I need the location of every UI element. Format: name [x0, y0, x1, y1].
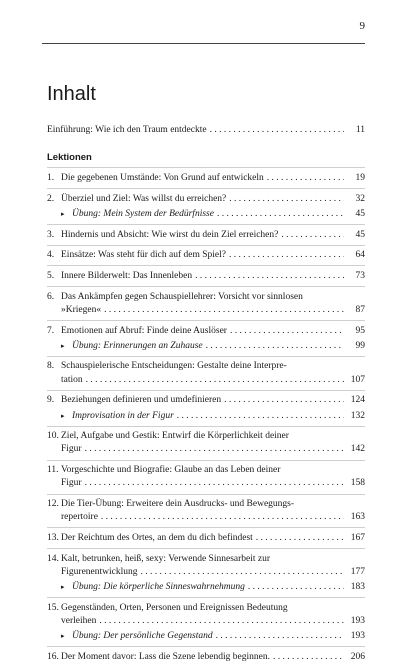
- lesson-line: [61, 229, 365, 242]
- leader-dots: [104, 304, 344, 317]
- lesson-line: [61, 443, 365, 456]
- lesson-row: [47, 602, 365, 644]
- lesson-number: 7.: [47, 325, 55, 336]
- lesson-row: [47, 270, 365, 283]
- subentry-page-number: 132: [350, 410, 365, 421]
- lesson-row: [47, 651, 365, 664]
- lesson-row: [47, 430, 365, 456]
- bullet-arrow-icon: ▸: [61, 209, 65, 218]
- lesson-row: [47, 249, 365, 262]
- subentry-text: Übung: Die körperliche Sinneswahrnehmung: [72, 582, 245, 593]
- lesson-number: 1.: [47, 172, 55, 183]
- lesson-line: [61, 291, 365, 304]
- toc-lesson-16[interactable]: [47, 646, 365, 667]
- lesson-row: [47, 360, 365, 386]
- toc-lesson-10[interactable]: [47, 426, 365, 460]
- lesson-row: [47, 325, 365, 353]
- lesson-number: 4.: [47, 250, 55, 261]
- lesson-title-text: Figur: [61, 444, 82, 455]
- lesson-line: [61, 602, 365, 615]
- leader-dots: [85, 477, 344, 490]
- lesson-title-text: Emotionen auf Abruf: Finde deine Auslöser: [61, 325, 227, 336]
- lesson-row: [47, 394, 365, 422]
- lesson-page-number: 64: [355, 250, 365, 261]
- toc-lesson-7[interactable]: [47, 320, 365, 356]
- leader-dots: [217, 208, 344, 221]
- lesson-number: 13.: [47, 532, 59, 543]
- toc-subentry-exercise[interactable]: [61, 208, 365, 221]
- toc-lesson-2[interactable]: [47, 188, 365, 224]
- table-of-contents: [47, 124, 365, 667]
- lesson-row: [47, 464, 365, 490]
- lesson-line: [61, 566, 365, 579]
- subentry-text: Übung: Erinnerungen an Zuhause: [72, 340, 203, 351]
- lesson-content: [61, 532, 365, 545]
- lesson-row: [47, 532, 365, 545]
- lesson-title-text: repertoire: [61, 512, 98, 523]
- lesson-number: 10.: [47, 431, 59, 442]
- lesson-title-text: Ziel, Aufgabe und Gestik: Entwirf die Körperlichkeit deiner: [61, 431, 289, 442]
- lesson-line: [61, 615, 365, 628]
- toc-lesson-6[interactable]: [47, 286, 365, 320]
- leader-dots: [206, 340, 344, 353]
- leader-dots: [101, 511, 344, 524]
- subentry-text: Übung: Mein System der Bedürfnisse: [72, 208, 214, 219]
- lesson-content: [61, 464, 365, 490]
- lesson-number: 8.: [47, 361, 55, 372]
- lesson-line: [61, 325, 365, 338]
- lesson-number: 15.: [47, 602, 59, 613]
- lesson-page-number: 73: [355, 270, 365, 281]
- lesson-line: [61, 430, 365, 443]
- lesson-line: [61, 304, 365, 317]
- lesson-title-text: Der Moment davor: Lass die Szene lebendig beginnen.: [61, 651, 270, 662]
- lesson-title-text: verleihen: [61, 615, 97, 626]
- leader-dots: [99, 615, 344, 628]
- leader-dots: [229, 249, 344, 262]
- lesson-content: [61, 602, 365, 644]
- toc-lesson-1[interactable]: [47, 167, 365, 188]
- bullet-arrow-icon: ▸: [61, 632, 65, 641]
- lesson-content: [61, 193, 365, 221]
- lesson-title-text: Der Reichtum des Ortes, an dem du dich befindest: [61, 532, 253, 543]
- leader-dots: [85, 443, 344, 456]
- lesson-title-text: Die Tier-Übung: Erweitere dein Ausdrucks- und Bewegungs-: [61, 499, 295, 510]
- page-number: 9: [359, 20, 365, 32]
- lesson-row: [47, 291, 365, 317]
- lesson-line: [61, 511, 365, 524]
- lesson-title-text: Die gegebenen Umstände: Von Grund auf entwickeln: [61, 172, 264, 183]
- lesson-title-text: Das Ankämpfen gegen Schauspiellehrer: Vorsicht vor sinnlosen: [61, 291, 303, 302]
- lesson-page-number: 167: [350, 532, 365, 543]
- bullet-arrow-icon: ▸: [61, 583, 65, 592]
- lesson-title-text: »Kriegen«: [61, 304, 102, 315]
- lesson-page-number: 142: [350, 444, 365, 455]
- lesson-line: [61, 360, 365, 373]
- lesson-row: [47, 172, 365, 185]
- lesson-row: [47, 498, 365, 524]
- toc-lesson-8[interactable]: [47, 356, 365, 390]
- lesson-number: 14.: [47, 553, 59, 564]
- lesson-content: [61, 229, 365, 242]
- lesson-page-number: 158: [350, 478, 365, 489]
- leader-dots: [216, 630, 344, 643]
- lesson-line: [61, 553, 365, 566]
- toc-lesson-9[interactable]: [47, 390, 365, 426]
- lesson-line: [61, 172, 365, 185]
- leader-dots: [267, 172, 344, 185]
- lesson-page-number: 19: [355, 172, 365, 183]
- lesson-content: [61, 651, 365, 664]
- leader-dots: [248, 581, 344, 594]
- toc-subentry-exercise[interactable]: [61, 581, 365, 594]
- leader-dots: [141, 566, 344, 579]
- lesson-content: [61, 360, 365, 386]
- toc-lesson-4[interactable]: [47, 245, 365, 266]
- lesson-number: 5.: [47, 270, 55, 281]
- leader-dots: [210, 124, 344, 137]
- lesson-row: [47, 193, 365, 221]
- toc-lesson-3[interactable]: [47, 224, 365, 245]
- lesson-line: [61, 249, 365, 262]
- toc-subentry-exercise[interactable]: [61, 410, 365, 423]
- subentry-page-number: 193: [350, 631, 365, 642]
- leader-dots: [256, 532, 344, 545]
- lesson-title-text: Figurenentwicklung: [61, 566, 138, 577]
- lesson-line: [61, 394, 365, 407]
- lesson-content: [61, 325, 365, 353]
- leader-dots: [273, 651, 344, 664]
- lesson-page-number: 177: [350, 566, 365, 577]
- toc-subentry-exercise[interactable]: [61, 340, 365, 353]
- lesson-number: 16.: [47, 651, 59, 662]
- lesson-title-text: Kalt, betrunken, heiß, sexy: Verwende Sinnesarbeit zur: [61, 553, 271, 564]
- lesson-number: 6.: [47, 291, 55, 302]
- lesson-title-text: Innere Bilderwelt: Das Innenleben: [61, 270, 193, 281]
- lesson-title-text: Gegenständen, Orten, Personen und Ereignissen Bedeutung: [61, 602, 288, 613]
- leader-dots: [224, 394, 344, 407]
- lesson-page-number: 32: [355, 193, 365, 204]
- lesson-number: 2.: [47, 193, 55, 204]
- subentry-text: Improvisation in der Figur: [72, 410, 174, 421]
- lesson-line: [61, 270, 365, 283]
- bullet-arrow-icon: ▸: [61, 411, 65, 420]
- lesson-row: [47, 229, 365, 242]
- subentry-page-number: 183: [350, 582, 365, 593]
- leader-dots: [229, 193, 344, 206]
- toc-lesson-14[interactable]: [47, 548, 365, 597]
- leader-dots: [86, 374, 344, 387]
- lesson-title-text: Überziel und Ziel: Was willst du erreichen?: [61, 193, 227, 204]
- lesson-line: [61, 464, 365, 477]
- lesson-content: [61, 249, 365, 262]
- header-rule: [42, 43, 365, 44]
- lesson-line: [61, 651, 365, 664]
- toc-subentry-exercise[interactable]: [61, 630, 365, 643]
- subentry-page-number: 99: [355, 340, 365, 351]
- leader-dots: [281, 229, 344, 242]
- subentry-page-number: 45: [355, 208, 365, 219]
- bullet-arrow-icon: ▸: [61, 341, 65, 350]
- lesson-page-number: 163: [350, 512, 365, 523]
- lesson-content: [61, 394, 365, 422]
- lesson-title-text: Vorgeschichte und Biografie: Glaube an das Leben deiner: [61, 465, 281, 476]
- lesson-content: [61, 430, 365, 456]
- lesson-line: [61, 498, 365, 511]
- lesson-title-text: tation: [61, 374, 83, 385]
- lesson-line: [61, 532, 365, 545]
- lesson-page-number: 124: [350, 395, 365, 406]
- toc-lesson-11[interactable]: [47, 460, 365, 494]
- lesson-page-number: 206: [350, 651, 365, 662]
- lesson-title-text: Schauspielerische Entscheidungen: Gestalte deine Interpre-: [61, 361, 287, 372]
- leader-dots: [195, 270, 344, 283]
- lesson-page-number: 45: [355, 229, 365, 240]
- lesson-title-text: Hindernis und Absicht: Wie wirst du dein Ziel erreichen?: [61, 229, 279, 240]
- lesson-content: [61, 498, 365, 524]
- lesson-number: 9.: [47, 395, 55, 406]
- lesson-number: 12.: [47, 499, 59, 510]
- lesson-line: [61, 193, 365, 206]
- page-title: Inhalt: [47, 83, 96, 105]
- toc-lesson-13[interactable]: [47, 527, 365, 548]
- section-label-lektionen: Lektionen: [47, 152, 92, 164]
- toc-lesson-12[interactable]: [47, 494, 365, 528]
- leader-dots: [177, 410, 344, 423]
- toc-lesson-5[interactable]: [47, 265, 365, 286]
- lesson-line: [61, 477, 365, 490]
- lesson-content: [61, 291, 365, 317]
- toc-entry-text: Einführung: Wie ich den Traum entdeckte: [47, 125, 207, 135]
- lesson-line: [61, 374, 365, 387]
- lesson-page-number: 87: [355, 304, 365, 315]
- lesson-page-number: 95: [355, 325, 365, 336]
- leader-dots: [230, 325, 344, 338]
- lesson-content: [61, 172, 365, 185]
- lesson-row: [47, 553, 365, 595]
- lesson-number: 11.: [47, 465, 59, 476]
- lesson-list: [47, 167, 365, 667]
- lesson-title-text: Beziehungen definieren und umdefinieren: [61, 395, 222, 406]
- lesson-title-text: Figur: [61, 478, 82, 489]
- subentry-text: Übung: Der persönliche Gegenstand: [72, 631, 213, 642]
- lesson-content: [61, 270, 365, 283]
- toc-entry-intro[interactable]: [47, 124, 365, 137]
- lesson-page-number: 107: [350, 374, 365, 385]
- toc-entry-page: 11: [355, 125, 365, 135]
- lesson-content: [61, 553, 365, 595]
- lesson-number: 3.: [47, 229, 55, 240]
- lesson-title-text: Einsätze: Was steht für dich auf dem Spiel?: [61, 250, 226, 261]
- lesson-page-number: 193: [350, 615, 365, 626]
- toc-lesson-15[interactable]: [47, 597, 365, 646]
